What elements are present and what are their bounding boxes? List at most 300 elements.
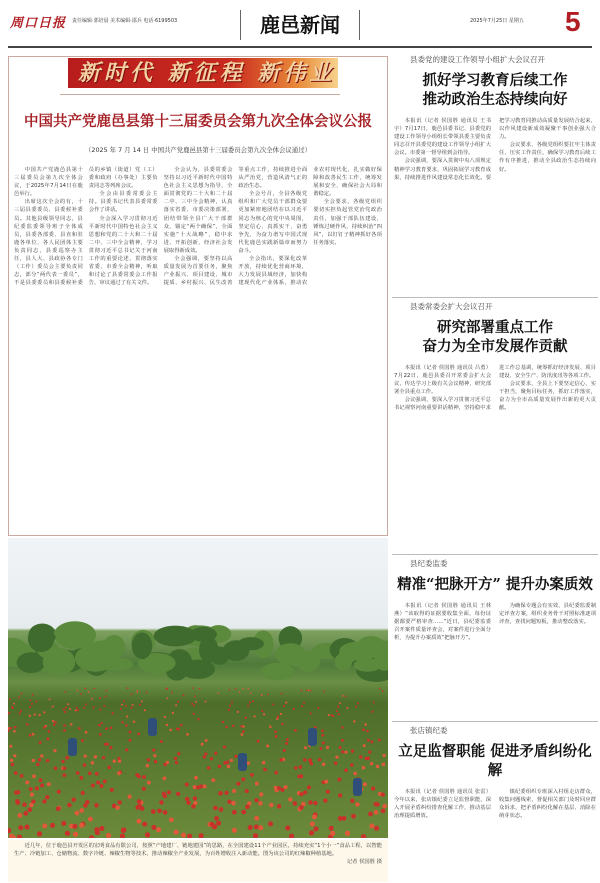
article-headline [392,318,598,356]
pepper-dot [241,810,246,815]
pepper-dot [107,766,111,770]
farmer-figure [308,728,317,746]
pepper-dot [63,729,66,732]
pepper-dot [351,750,354,753]
pepper-dot [94,803,99,808]
pepper-dot [338,713,340,715]
article-divider [392,297,598,298]
pepper-dot [234,755,237,758]
pepper-dot [27,807,32,812]
pepper-dot [35,701,37,703]
pepper-dot [258,825,263,830]
tree-shape [132,632,152,659]
pepper-dot [203,784,207,788]
pepper-dot [127,687,129,689]
pepper-dot [144,709,146,711]
pepper-dot [267,694,269,696]
pepper-dot [151,825,156,830]
pepper-dot [163,763,167,767]
pepper-dot [355,706,357,708]
pepper-dot [328,714,330,716]
pepper-dot [288,797,292,801]
pepper-dot [321,729,324,732]
pepper-dot [299,805,304,810]
pepper-dot [268,821,273,826]
pepper-dot [193,713,195,715]
main-article-body [14,166,382,530]
pepper-dot [159,800,163,804]
pepper-dot [79,776,83,780]
pepper-dot [80,693,82,695]
pepper-dot [166,724,169,727]
pepper-dot [54,721,56,723]
header-divider [8,46,592,48]
pepper-dot [353,720,355,722]
pepper-dot [29,787,33,791]
pepper-dot [367,757,370,760]
pepper-dot [243,688,245,690]
newspaper-logo: 周口日报 [10,16,67,31]
pepper-dot [91,783,95,787]
pepper-dot [18,825,23,830]
paragraph: 全会由县委常委会主持。县委书记代表县委常委会作了讲话。 [88,191,158,214]
pepper-dot [245,789,249,793]
pepper-dot [47,782,51,786]
pepper-dot [319,747,322,750]
tree-shape [75,645,116,672]
pepper-dot [88,772,92,776]
article-kicker: 县委党的建设工作领导小组扩大会议召开 [410,55,545,64]
pepper-dot [381,809,386,814]
pepper-dot [283,705,285,707]
paragraph: 本报讯（记者 侯国胜 通讯员 吕勇）7月22日，鹿邑县委召开常委会扩大会议，传达学习上级有关会议精神，研究部署全县重点工作。 [394,365,491,396]
pepper-dot [39,778,43,782]
pepper-dot [210,757,213,760]
pepper-dot [219,807,224,812]
pepper-dot [197,718,199,720]
farmer-figure [353,778,362,796]
pepper-dot [231,701,233,703]
pepper-dot [277,804,282,809]
article-kicker: 县委常委会扩大会议召开 [410,302,493,311]
news-article [392,558,598,718]
pepper-dot [382,763,386,767]
pepper-dot [369,823,374,828]
pepper-dot [191,703,193,705]
pepper-dot [61,760,64,763]
tree-shape [54,626,87,639]
pepper-dot [17,813,22,818]
photo-scene [8,538,388,838]
pepper-dot [353,772,357,776]
pepper-dot [250,773,254,777]
tree-shape [190,627,217,642]
pepper-dot [214,752,217,755]
pepper-dot [48,730,51,733]
paragraph: 出席这次全会的有，十三届县委委员、县委候补委员。其他县级领导同志，县纪委监委领导班子全体成员，县委各部委、县直和驻鹿各单位、各人民团体主要负责同志，县委巡察办主任，县人大、县政协各专门（工作）委员会主要负责同志，部分“两代表一委员”，不是县委委员和县委候补委员的乡镇（街道）党（工）委和政府（办事处）主要负责同志等列席会议。 [14,167,158,287]
pepper-dot [232,828,237,833]
pepper-dot [213,806,218,811]
pepper-dot [229,689,231,691]
pepper-dot [152,749,155,752]
pepper-dot [110,727,113,730]
pepper-dot [187,834,192,838]
pepper-dot [342,695,344,697]
pepper-dot [162,792,166,796]
pepper-dot [106,743,109,746]
tree-shape [339,641,379,660]
pepper-dot [61,821,66,826]
pepper-dot [115,805,120,810]
pepper-dot [163,810,168,815]
pepper-dot [203,755,206,758]
pepper-dot [67,803,72,808]
pepper-dot [331,714,333,716]
pepper-dot [237,711,239,713]
pepper-dot [9,727,12,730]
pepper-dot [81,791,85,795]
pepper-dot [137,691,139,693]
pepper-dot [382,690,384,692]
pepper-dot [207,766,211,770]
pepper-dot [45,795,49,799]
pepper-dot [137,804,142,809]
pepper-dot [103,779,107,783]
pepper-dot [185,797,189,801]
headline-line: 研究部署重点工作 [437,319,553,336]
pepper-dot [378,739,381,742]
pepper-dot [78,727,81,730]
pepper-dot [247,761,250,764]
pepper-dot [14,726,17,729]
pepper-dot [110,788,114,792]
pepper-dot [145,832,150,837]
paragraph: 会议要求，全县上下要坚定信心、实干担当，聚焦目标任务，抓好工作落实，奋力为全市高质量发展作出新的更大贡献。 [499,381,596,412]
pepper-dot [326,790,330,794]
pepper-dot [38,758,41,761]
pepper-dot [284,785,288,789]
pepper-dot [22,802,27,807]
pepper-dot [175,704,177,706]
pepper-dot [67,703,69,705]
pepper-dot [344,751,347,754]
pepper-dot [307,785,311,789]
pepper-dot [310,821,315,826]
pepper-dot [75,709,77,711]
pepper-dot [89,835,94,838]
headline-line: 推动政治生态持续向好 [422,91,568,108]
pepper-dot [194,776,198,780]
pepper-dot [85,688,87,690]
pepper-dot [84,755,87,758]
pepper-dot [43,711,45,713]
pepper-dot [79,823,84,828]
pepper-dot [31,703,33,705]
news-article [392,301,598,551]
pepper-dot [241,777,245,781]
tree-shape [261,663,294,680]
pepper-dot [166,697,168,699]
pepper-dot [53,724,56,727]
tree-shape [43,648,75,675]
pepper-dot [323,798,327,802]
pepper-dot [32,759,35,762]
pepper-dot [308,758,311,761]
pepper-dot [272,703,274,705]
pepper-dot [137,733,140,736]
pepper-dot [191,804,196,809]
pepper-dot [201,743,204,746]
pepper-dot [125,705,127,707]
pepper-dot [313,826,318,831]
pepper-dot [324,780,328,784]
pepper-dot [93,706,95,708]
pepper-dot [77,690,79,692]
pepper-dot [172,712,174,714]
paragraph: 全会要求，各级党组织要切实担负起管党治党政治责任，加强干部队伍建设，锤炼过硬作风，持续纠治“四风”，以钉钉子精神抓好各项任务落实。 [313,199,382,246]
pepper-dot [362,766,366,770]
pepper-dot [274,771,278,775]
pepper-dot [261,710,263,712]
photo-credit: 记者 侯国胜 摄 [346,859,382,866]
pepper-dot [94,755,97,758]
article-headline [392,742,598,780]
pepper-dot [322,741,325,744]
pepper-dot [46,759,49,762]
article-kicker: 张店镇纪委 [410,726,448,735]
pepper-dot [102,756,105,759]
pepper-dot [254,798,258,802]
pepper-dot [146,764,150,768]
headline-line: 精准“把脉开方” 提升办案质效 [397,576,593,593]
pepper-dot [326,746,329,749]
pepper-dot [176,727,179,730]
pepper-dot [52,720,54,722]
pepper-dot [177,701,179,703]
pepper-dot [56,806,61,811]
pepper-dot [362,728,365,731]
pepper-dot [276,718,278,720]
pepper-dot [344,768,348,772]
pepper-dot [39,741,42,744]
pepper-dot [345,696,347,698]
pepper-dot [322,762,326,766]
pepper-dot [105,696,107,698]
pepper-dot [248,688,250,690]
article-divider [392,554,598,555]
pepper-dot [194,695,196,697]
pepper-dot [214,816,219,821]
pepper-dot [117,772,121,776]
paragraph: 全会指出，要深化改革开放，持续优化营商环境，大力发展县域经济，加快构建现代化产业体系，推动农业农村现代化，扎实做好保障和改善民生工作，统筹发展和安全，确保社会大局和谐稳定。 [238,167,382,287]
pepper-dot [338,778,342,782]
farmer-figure [68,738,77,756]
pepper-dot [186,800,190,804]
pepper-dot [177,752,180,755]
pepper-dot [312,815,317,820]
pepper-dot [34,713,36,715]
article-headline [392,575,598,594]
pepper-dot [339,702,341,704]
pepper-dot [23,811,28,816]
article-kicker: 县纪委监委 [410,559,448,568]
pepper-dot [308,689,310,691]
pepper-dot [76,771,80,775]
pepper-dot [229,705,231,707]
pepper-dot [21,693,23,695]
pepper-dot [363,744,366,747]
paragraph: 会议强调，要深入学习贯彻习近平总书记视察河南重要讲话精神，坚持稳中求进工作总基调，统筹抓好经济发展、项目建设、安全生产、防汛度汛等各项工作。 [394,365,596,412]
pepper-dot [275,735,278,738]
tree-shape [148,657,169,675]
banner-divider [60,94,340,95]
pepper-dot [71,797,75,801]
pepper-dot [13,730,16,733]
pepper-dot [160,740,163,743]
pepper-dot [65,707,67,709]
pepper-dot [85,703,87,705]
paragraph: 全会号召，全县各级党组织和广大党员干部群众要更加紧密地团结在以习近平同志为核心的党中央周围，坚定信心、真抓实干、奋勇争先，为奋力谱写中国式现代化鹿邑实践新篇章而努力奋斗。 [238,191,308,254]
pepper-dot [228,709,230,711]
pepper-dot [283,749,286,752]
pepper-dot [366,730,369,733]
pepper-dot [232,810,237,815]
pepper-dot [83,707,85,709]
pepper-dot [126,715,128,717]
pepper-dot [30,792,34,796]
pepper-dot [91,698,93,700]
pepper-dot [17,834,22,838]
pepper-dot [11,706,13,708]
pepper-dot [169,817,174,822]
pepper-dot [367,739,370,742]
pepper-dot [99,733,102,736]
pepper-dot [218,692,220,694]
paragraph: 本报讯（记者 侯国胜 通讯员 王书宇）7月17日，鹿邑县委书记、县委党的建设工作领导小组组长带领县委主要负责同志召开县委党的建设工作领导小组扩大会议。市委第一督导组到会指导。 [394,118,491,157]
pepper-dot [120,834,125,838]
pepper-dot [76,707,78,709]
pepper-dot [153,754,156,757]
pepper-dot [235,688,237,690]
pepper-dot [230,759,233,762]
farmer-figure [238,753,247,771]
news-article [392,725,598,865]
pepper-dot [106,690,108,692]
pepper-dot [304,746,307,749]
pepper-dot [285,742,288,745]
pepper-dot [374,810,379,815]
pepper-dot [64,711,66,713]
pepper-dot [269,803,274,808]
pepper-dot [381,792,385,796]
pepper-dot [139,704,141,706]
issue-date: 2025年7月25日 星期五 [470,18,524,24]
pepper-dot [129,731,132,734]
pepper-dot [257,740,260,743]
pepper-dot [99,697,101,699]
pepper-dot [223,745,226,748]
pepper-dot [350,763,354,767]
pepper-dot [252,700,254,702]
pepper-dot [225,726,228,729]
pepper-dot [77,709,79,711]
pepper-dot [164,716,166,718]
pepper-dot [127,795,131,799]
pepper-dot [135,773,139,777]
pepper-dot [121,827,126,832]
pepper-dot [131,694,133,696]
pepper-dot [266,744,269,747]
pepper-dot [43,726,46,729]
pepper-dot [299,774,303,778]
pepper-dot [293,708,295,710]
photo-caption [8,840,388,882]
pepper-dot [212,824,217,829]
pepper-dot [49,698,51,700]
pepper-dot [193,704,195,706]
pepper-dot [185,782,189,786]
pepper-dot [309,712,311,714]
pepper-dot [142,787,146,791]
pepper-dot [199,784,203,788]
pepper-dot [376,765,380,769]
pepper-dot [269,725,272,728]
paragraph: 会议要求，各级党组织要扛牢主体责任，压实工作责任，确保学习教育后续工作有序推进，推动全县政治生态持续向好。 [499,142,596,173]
pepper-dot [308,800,312,804]
pepper-dot [334,762,337,765]
pepper-dot [277,716,279,718]
pepper-dot [370,740,373,743]
pepper-dot [19,712,21,714]
pepper-dot [231,801,235,805]
pepper-dot [175,761,178,764]
pepper-dot [255,782,259,786]
pepper-dot [121,704,123,706]
pepper-dot [136,819,141,824]
article-divider [392,721,598,722]
caption-text: 近几年，位于鹿邑县开发区的宏明食品有限公司，按照“产地建厂、链地建园”的思路，在全国建设11个产业园区，持续充实“1个小一”食品工程，以智能生产、冷链加工、仓储物流、数字冷链、辣椒生物等技术，推动辣椒全产业发展，为百姓增收注入新动能。图为该公司的红辣椒种植基地。 [14,843,382,858]
pepper-dot [245,717,247,719]
article-body [392,788,598,820]
pepper-dot [351,814,356,819]
article-headline [392,71,598,109]
pepper-dot [281,723,284,726]
pepper-dot [382,804,387,809]
pepper-dot [9,698,11,700]
pepper-dot [147,781,151,785]
pepper-dot [293,801,297,805]
pepper-dot [120,708,122,710]
pepper-dot [259,792,263,796]
pepper-dot [99,826,104,831]
pepper-dot [113,759,116,762]
pepper-dot [98,724,101,727]
pepper-dot [11,763,15,767]
article-body [392,117,598,182]
pepper-dot [91,761,94,764]
pepper-dot [50,823,55,828]
pepper-dot [18,697,20,699]
pepper-dot [285,825,290,830]
pepper-dot [129,739,132,742]
pepper-dot [249,701,251,703]
pepper-dot [262,761,265,764]
paragraph: 镇纪委组织专班深入村组走访群众，收集问题线索，督促相关部门及时回应群众诉求，把矛盾纠纷化解在基层、消除在萌芽状态。 [499,789,596,820]
pepper-dot [29,706,31,708]
pepper-dot [81,739,84,742]
pepper-dot [247,705,249,707]
pepper-dot [118,760,121,763]
